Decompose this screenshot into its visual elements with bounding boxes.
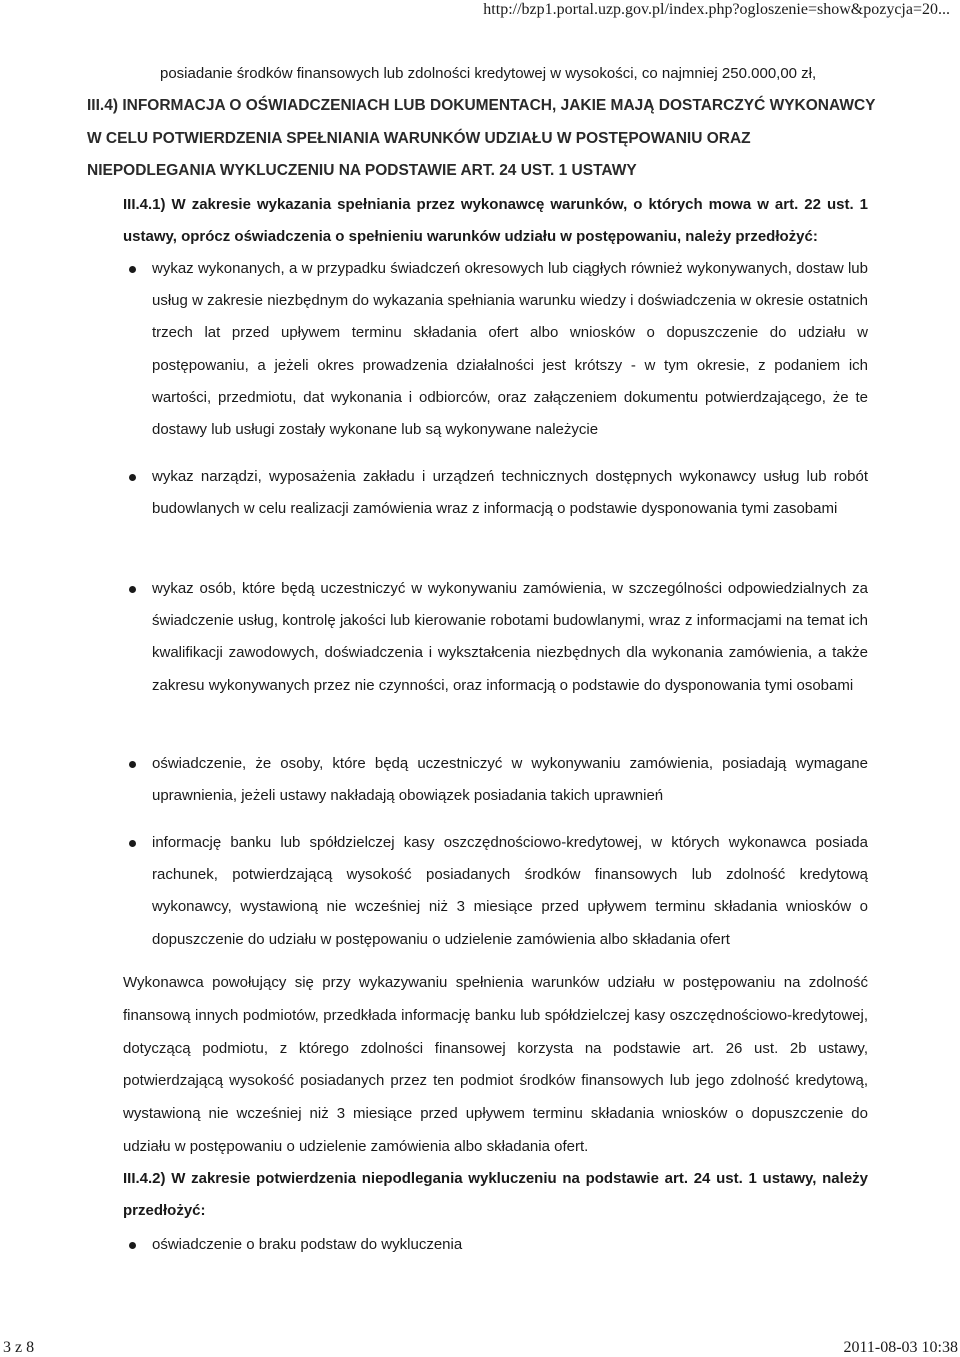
body-paragraph: Wykonawca powołujący się przy wykazywaniu spełnienia warunków udziału w postępowaniu na zdolność finansową innych podmiotów, przedkłada informację banku lub spółdzielczej kasy oszczędnościowo-kredytowej, dotyczącą podmiotu, z którego zdolności finansowej korzysta na podstawie art. 26 ust. 2b ustawy, potwierdzającą wysokość posiadanych przez ten podmiot środków finansowych lub jego zdolność kredytową, wystawioną nie wcześniej niż 3 miesiące przed upływem terminu składania wniosków o dopuszczenie do udziału w postępowaniu o udzielenie zamówienia albo składania ofert.	[123, 974, 868, 1155]
section-heading-line3: NIEPODLEGANIA WYKLUCZENIU NA PODSTAWIE ART. 24 UST. 1 USTAWY	[87, 162, 637, 179]
list-item-text: oświadczenie o braku podstaw do wykluczenia	[152, 1236, 463, 1253]
bullet-icon	[129, 266, 136, 273]
bullet-icon	[129, 1242, 136, 1249]
section-heading-line1: III.4) INFORMACJA O OŚWIADCZENIACH LUB DOKUMENTACH, JAKIE MAJĄ DOSTARCZYĆ WYKONAWCY	[87, 97, 876, 114]
subsection-heading-4-2: III.4.2) W zakresie potwierdzenia niepodlegania wykluczeniu na podstawie art. 24 ust. 1 ustawy, należy przedłożyć:	[123, 1170, 868, 1220]
bullet-icon	[129, 840, 136, 847]
list-item	[152, 573, 868, 702]
bullet-icon	[129, 761, 136, 768]
list-item-text: wykaz wykonanych, a w przypadku świadczeń okresowych lub ciągłych również wykonywanych, dostaw lub usług w zakresie niezbędnym do wykazania spełniania warunku wiedzy i doświadczenia w okresie ostatnich trzech lat przed upływem terminu składania ofert albo wniosków o dopuszczenie do udziału w postępowaniu, a jeżeli okres prowadzenia działalności jest krótszy - w tym okresie, z podaniem ich wartości, przedmiotu, dat wykonania i odbiorców, oraz załączeniem dokumentu potwierdzającego, że te dostawy lub usługi zostały wykonane lub są wykonywane należycie	[152, 260, 868, 439]
section-heading-line2: W CELU POTWIERDZENIA SPEŁNIANIA WARUNKÓW UDZIAŁU W POSTĘPOWANIU ORAZ	[87, 130, 751, 147]
list-item	[152, 461, 868, 525]
list-item-text: wykaz narządzi, wyposażenia zakładu i urządzeń technicznych dostępnych wykonawcy usług lub robót budowlanych w celu realizacji zamówienia wraz z informacją o podstawie dysponowania tymi zasobami	[152, 468, 868, 518]
list-item-text: oświadczenie, że osoby, które będą uczestniczyć w wykonywaniu zamówienia, posiadają wymagane uprawnienia, jeżeli ustawy nakładają obowiązek posiadania takich uprawnień	[152, 755, 868, 805]
page-url: http://bzp1.portal.uzp.gov.pl/index.php?ogloszenie=show&pozycja=20...	[483, 1, 950, 18]
page-indicator: 3 z 8	[3, 1339, 35, 1356]
list-item	[152, 1229, 868, 1261]
intro-line: posiadanie środków finansowych lub zdolności kredytowej w wysokości, co najmniej 250.000,00 zł,	[160, 65, 817, 82]
list-item	[152, 253, 868, 446]
print-datetime: 2011-08-03 10:38	[843, 1339, 958, 1356]
bullet-icon	[129, 586, 136, 593]
subsection-heading-4-1: III.4.1) W zakresie wykazania spełniania przez wykonawcę warunków, o których mowa w art. 22 ust. 1 ustawy, oprócz oświadczenia o spełnieniu warunków udziału w postępowaniu, należy przedłożyć:	[123, 196, 868, 246]
list-item-text: informację banku lub spółdzielczej kasy oszczędnościowo-kredytowej, w których wykonawca posiada rachunek, potwierdzającą wysokość posiadanych środków finansowych lub zdolność kredytową wykonawcy, wystawioną nie wcześniej niż 3 miesiące przed upływem terminu składania wniosków o dopuszczenie do udziału w postępowaniu o udzielenie zamówienia albo składania ofert	[152, 834, 868, 948]
bullet-icon	[129, 474, 136, 481]
list-item	[152, 827, 868, 956]
list-item-text: wykaz osób, które będą uczestniczyć w wykonywaniu zamówienia, w szczególności odpowiedzialnych za świadczenie usług, kontrolę jakości lub kierowanie robotami budowlanymi, wraz z informacjami na temat ich kwalifikacji zawodowych, doświadczenia i wykształcenia niezbędnych dla wykonania zamówienia, a także zakresu wykonywanych przez nie czynności, oraz informacją o podstawie do dysponowania tymi osobami	[152, 580, 868, 694]
list-item	[152, 748, 868, 812]
